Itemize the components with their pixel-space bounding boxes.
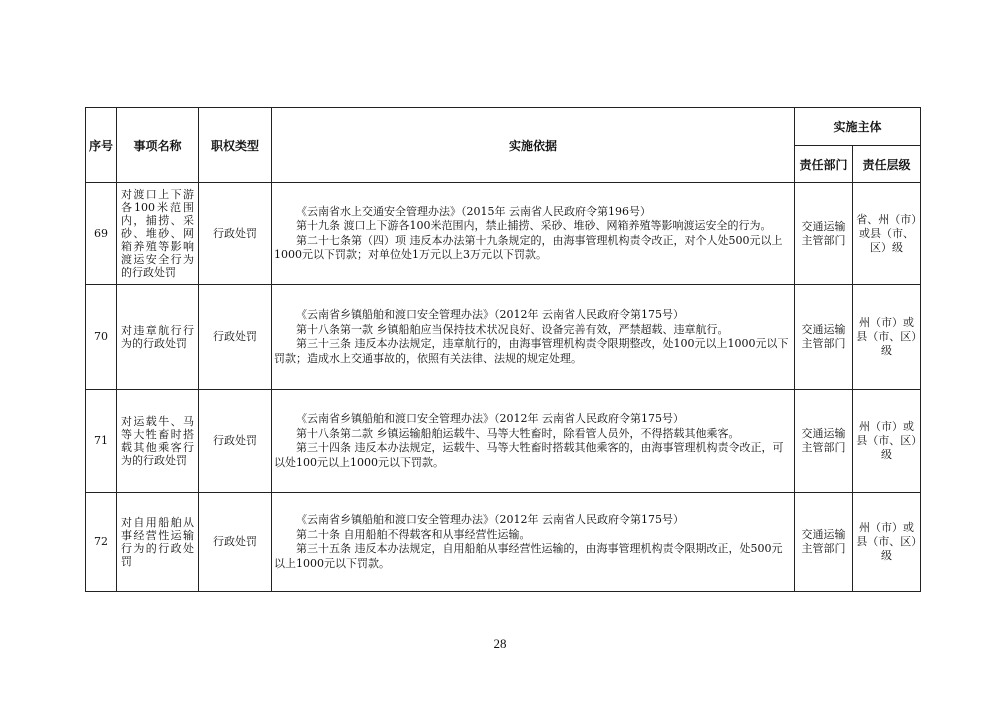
responsible-dept: 交通运输主管部门 bbox=[795, 390, 853, 493]
basis-penalty: 第三十四条 违反本办法规定，运载牛、马等大牲畜时搭载其他乘客的，由海事管理机构责令改正，可以处100元以上1000元以下罚款。 bbox=[274, 441, 784, 469]
table-row bbox=[86, 390, 921, 493]
row-number: 70 bbox=[86, 285, 117, 390]
row-number: 72 bbox=[86, 493, 117, 592]
items-table bbox=[85, 107, 921, 592]
authority-type: 行政处罚 bbox=[199, 493, 272, 592]
responsible-dept: 交通运输主管部门 bbox=[795, 285, 853, 390]
table-row bbox=[86, 183, 921, 285]
item-name: 对违章航行行为的行政处罚 bbox=[117, 285, 199, 390]
basis-regulation: 《云南省乡镇船舶和渡口安全管理办法》（2012年 云南省人民政府令第175号） bbox=[296, 513, 684, 526]
basis-article: 第十八条第二款 乡镇运输船舶运载牛、马等大牲畜时，除看管人员外，不得搭载其他乘客。 bbox=[296, 426, 740, 440]
basis-penalty: 第三十三条 违反本办法规定，违章航行的，由海事管理机构责令限期整改，处100元以上1000元以下罚款；造成水上交通事故的，依照有关法律、法规的规定处理。 bbox=[274, 337, 789, 365]
page-number: 28 bbox=[493, 636, 507, 651]
basis-penalty: 第二十七条第（四）项 违反本办法第十九条规定的，由海事管理机构责令改正，对个人处500元以上1000元以下罚款；对单位处1万元以上3万元以下罚款。 bbox=[274, 233, 783, 261]
implementation-basis bbox=[272, 390, 795, 493]
header-basis: 实施依据 bbox=[272, 108, 795, 183]
item-name: 对自用船舶从事经营性运输行为的行政处罚 bbox=[117, 493, 199, 592]
header-subject: 实施主体 bbox=[795, 108, 921, 146]
authority-type: 行政处罚 bbox=[199, 390, 272, 493]
implementation-basis bbox=[272, 493, 795, 592]
header-level: 责任层级 bbox=[853, 146, 921, 183]
header-name: 事项名称 bbox=[117, 108, 199, 183]
responsible-level: 州（市）或县（市、区）级 bbox=[853, 493, 921, 592]
basis-article: 第十九条 渡口上下游各100米范围内，禁止捕捞、采砂、堆砂、网箱养殖等影响渡运安全的行为。 bbox=[296, 219, 772, 232]
basis-article: 第十八条第一款 乡镇船舶应当保持技术状况良好、设备完善有效，严禁超载、违章航行。 bbox=[296, 322, 729, 336]
item-name: 对渡口上下游各100米范围内，捕捞、采砂、堆砂、网箱养殖等影响渡运安全行为的行政处罚 bbox=[117, 183, 199, 285]
basis-regulation: 《云南省水上交通安全管理办法》（2015年 云南省人民政府令第196号） bbox=[296, 204, 651, 218]
responsible-level: 省、州（市）或县（市、区）级 bbox=[853, 183, 921, 285]
basis-penalty: 第三十五条 违反本办法规定，自用船舶从事经营性运输的，由海事管理机构责令限期改正，处500元以上1000元以下罚款。 bbox=[274, 542, 783, 570]
header-row bbox=[86, 108, 921, 146]
responsible-level: 州（市）或县（市、区）级 bbox=[853, 390, 921, 493]
header-type: 职权类型 bbox=[199, 108, 272, 183]
table-row bbox=[86, 285, 921, 390]
basis-regulation: 《云南省乡镇船舶和渡口安全管理办法》（2012年 云南省人民政府令第175号） bbox=[296, 412, 684, 425]
responsible-level: 州（市）或县（市、区）级 bbox=[853, 285, 921, 390]
basis-article: 第二十条 自用船舶不得载客和从事经营性运输。 bbox=[296, 527, 531, 541]
header-seq: 序号 bbox=[86, 108, 117, 183]
responsible-dept: 交通运输主管部门 bbox=[795, 493, 853, 592]
row-number: 71 bbox=[86, 390, 117, 493]
responsible-dept: 交通运输主管部门 bbox=[795, 183, 853, 285]
implementation-basis bbox=[272, 285, 795, 390]
header-dept: 责任部门 bbox=[795, 146, 853, 183]
authority-type: 行政处罚 bbox=[199, 285, 272, 390]
item-name: 对运载牛、马等大牲畜时搭载其他乘客行为的行政处罚 bbox=[117, 390, 199, 493]
basis-regulation: 《云南省乡镇船舶和渡口安全管理办法》（2012年 云南省人民政府令第175号） bbox=[296, 308, 684, 321]
row-number: 69 bbox=[86, 183, 117, 285]
authority-type: 行政处罚 bbox=[199, 183, 272, 285]
implementation-basis bbox=[272, 183, 795, 285]
table-row bbox=[86, 493, 921, 592]
